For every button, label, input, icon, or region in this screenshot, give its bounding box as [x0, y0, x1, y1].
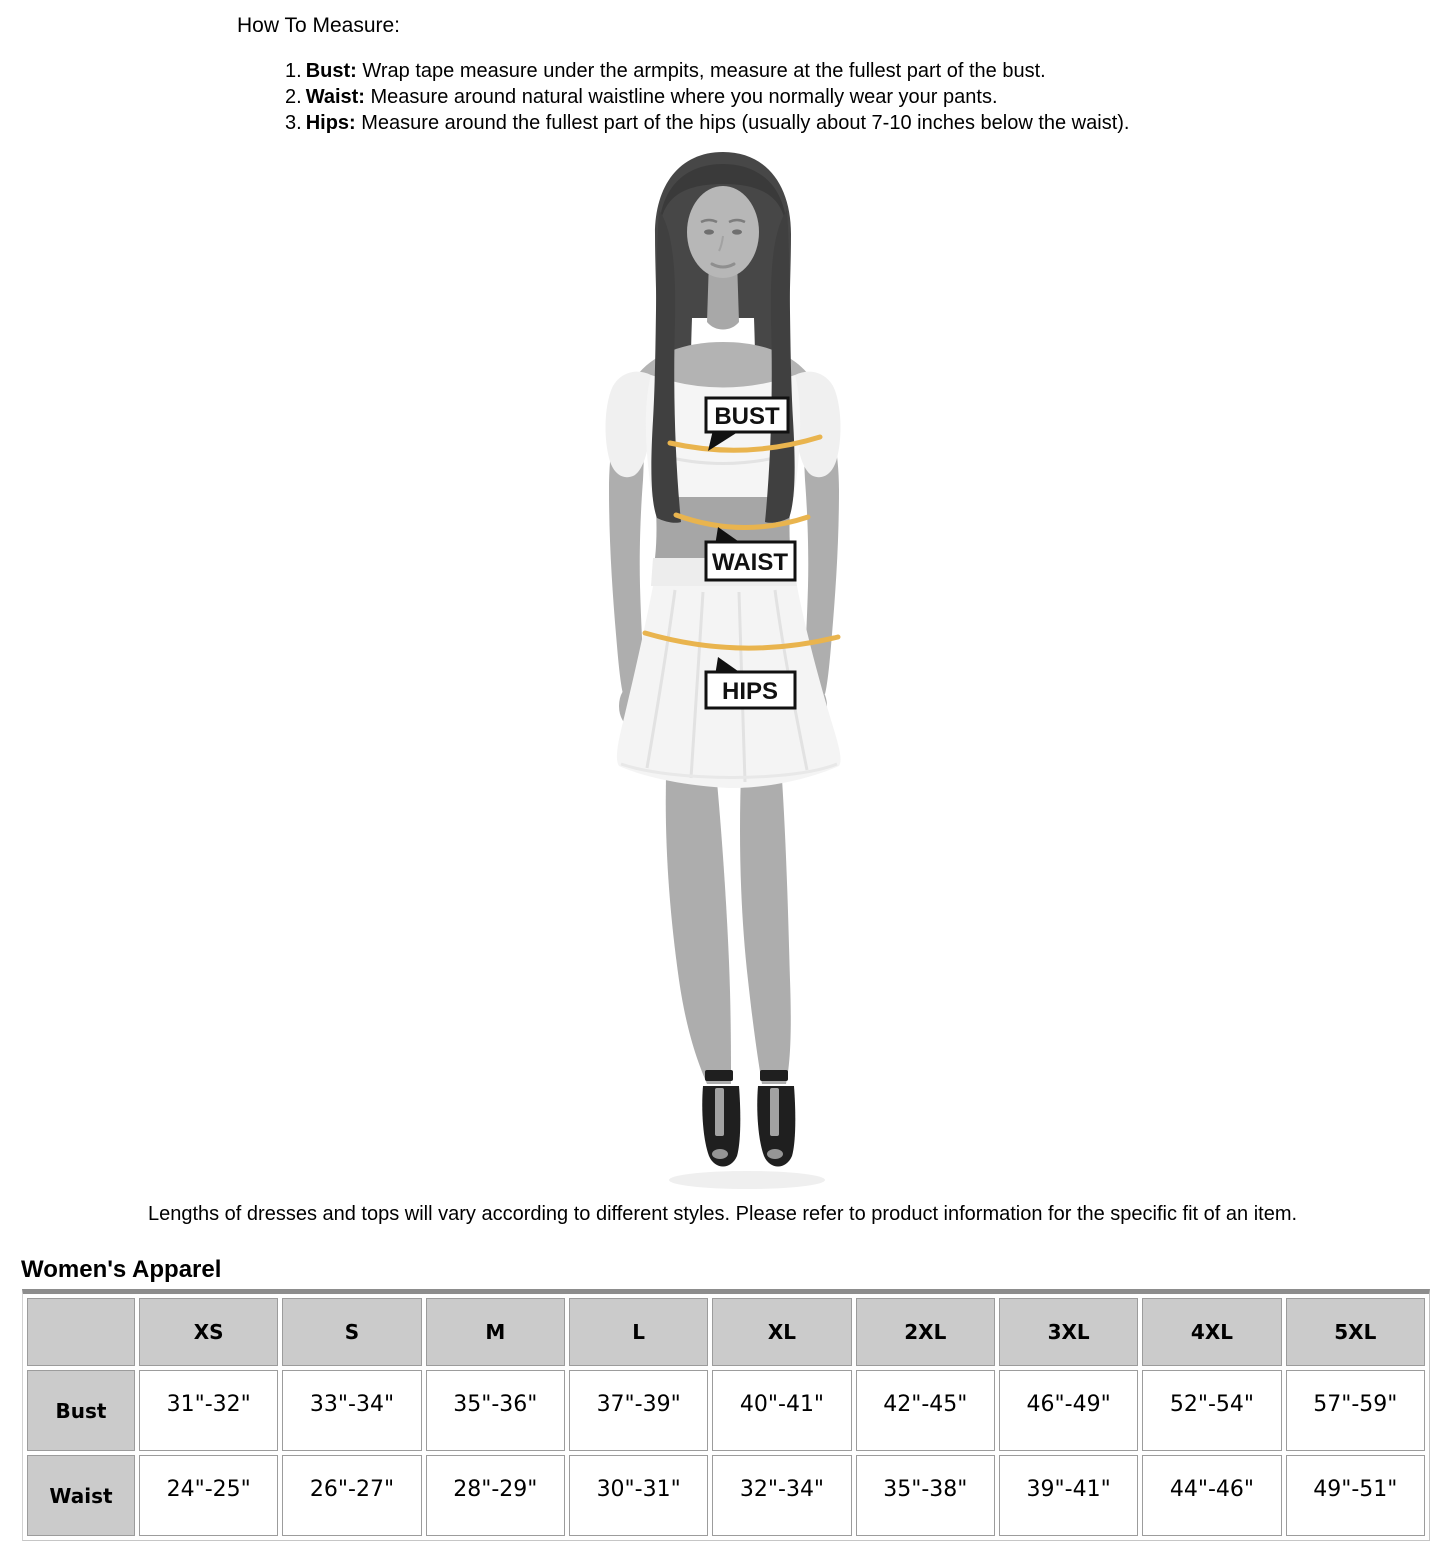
size-table-header-row [27, 1298, 1425, 1366]
table-row-waist [27, 1455, 1425, 1536]
bust-value-4xl: 52"-54" [1142, 1370, 1281, 1451]
legs [666, 750, 791, 1084]
col-header-4xl: 4XL [1142, 1298, 1281, 1366]
col-header-2xl: 2XL [856, 1298, 995, 1366]
bust-value-5xl: 57"-59" [1286, 1370, 1425, 1451]
svg-text:HIPS: HIPS [721, 678, 779, 705]
bust-value-xl: 40"-41" [712, 1370, 851, 1451]
bust-value-m: 35"-36" [426, 1370, 565, 1451]
instruction-waist [285, 84, 1129, 110]
instruction-number: 3. [285, 112, 302, 134]
row-header-waist: Waist [27, 1455, 135, 1536]
measure-instructions [285, 58, 1129, 136]
col-header-xs: XS [139, 1298, 278, 1366]
row-header-bust: Bust [27, 1370, 135, 1451]
high-heel-shoes [702, 1070, 795, 1167]
bust-value-3xl: 46"-49" [999, 1370, 1138, 1451]
instruction-number: 2. [285, 86, 302, 108]
col-header-m: M [426, 1298, 565, 1366]
eye [704, 229, 714, 234]
col-header-xl: XL [712, 1298, 851, 1366]
col-header-3xl: 3XL [999, 1298, 1138, 1366]
svg-text:BUST: BUST [714, 403, 780, 430]
bust-value-l: 37"-39" [569, 1370, 708, 1451]
size-table-container [22, 1289, 1430, 1541]
model-illustration [563, 150, 883, 1195]
col-header-5xl: 5XL [1286, 1298, 1425, 1366]
fit-note: Lengths of dresses and tops will vary according to different styles. Please refer to product information for the specific fit of an item. [147, 1203, 1298, 1225]
svg-text:WAIST: WAIST [712, 549, 788, 576]
bust-value-2xl: 42"-45" [856, 1370, 995, 1451]
waist-value-xl: 32"-34" [712, 1455, 851, 1536]
instruction-text: Wrap tape measure under the armpits, measure at the fullest part of the bust. [362, 60, 1046, 82]
corner-cell [27, 1298, 135, 1366]
instruction-bust [285, 58, 1129, 84]
how-to-measure-title: How To Measure: [237, 14, 401, 37]
instruction-term: Bust: [305, 60, 357, 82]
waist-value-4xl: 44"-46" [1142, 1455, 1281, 1536]
waist-value-xs: 24"-25" [139, 1455, 278, 1536]
waist-value-5xl: 49"-51" [1286, 1455, 1425, 1536]
table-row-bust [27, 1370, 1425, 1451]
instruction-hips [285, 110, 1129, 136]
instruction-term: Waist: [305, 86, 365, 108]
waist-value-m: 28"-29" [426, 1455, 565, 1536]
waist-value-s: 26"-27" [282, 1455, 421, 1536]
measurement-model-figure [563, 150, 883, 1195]
instruction-number: 1. [285, 60, 302, 82]
col-header-l: L [569, 1298, 708, 1366]
waist-value-3xl: 39"-41" [999, 1455, 1138, 1536]
bust-value-xs: 31"-32" [139, 1370, 278, 1451]
instruction-text: Measure around natural waistline where you normally wear your pants. [370, 86, 998, 108]
waist-value-l: 30"-31" [569, 1455, 708, 1536]
instruction-term: Hips: [305, 112, 356, 134]
bust-value-s: 33"-34" [282, 1370, 421, 1451]
eye [732, 229, 742, 234]
instruction-text: Measure around the fullest part of the hips (usually about 7-10 inches below the waist). [361, 112, 1130, 134]
waist-value-2xl: 35"-38" [856, 1455, 995, 1536]
section-title-womens-apparel: Women's Apparel [21, 1256, 222, 1283]
ground-shadow [669, 1171, 825, 1189]
size-table [23, 1294, 1429, 1540]
col-header-s: S [282, 1298, 421, 1366]
